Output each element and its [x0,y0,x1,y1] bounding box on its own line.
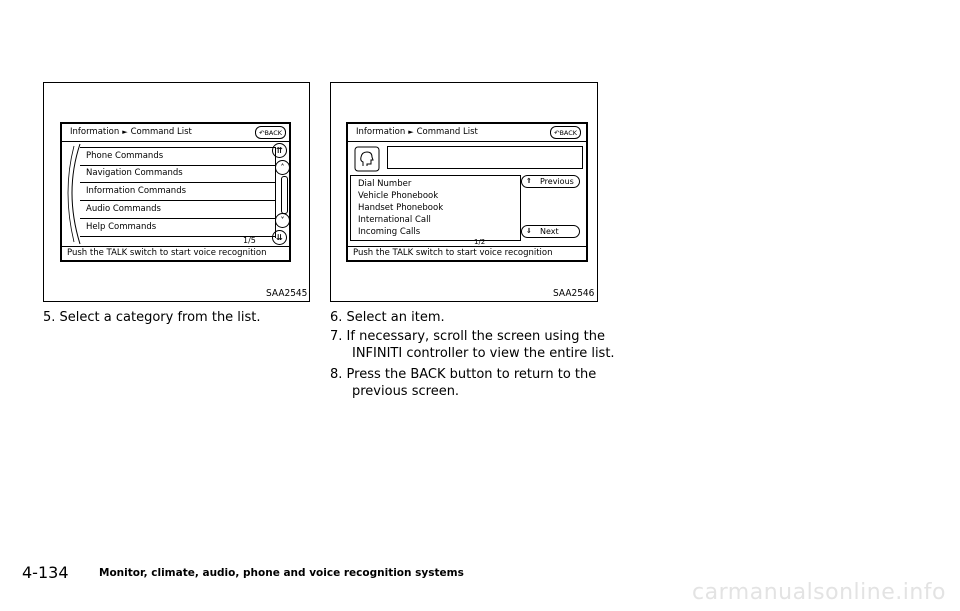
list-item[interactable]: Dial Number [358,179,412,189]
previous-label: Previous [540,177,574,186]
breadcrumb-root[interactable]: Information [70,127,120,137]
back-button[interactable] [550,126,581,139]
list-item[interactable]: Vehicle Phonebook [358,191,439,201]
voice-command-icon [354,146,380,172]
menu-item[interactable] [80,201,275,219]
breadcrumb [356,127,478,137]
breadcrumb-leaf: Command List [130,127,192,137]
list-item[interactable]: International Call [358,215,431,225]
watermark: carmanualsonline.info [692,580,946,605]
breadcrumb-separator-icon: ► [122,128,128,136]
back-button-label: BACK [559,129,578,137]
page-number: 4-134 [22,563,69,582]
next-label: Next [540,227,559,236]
menu-item[interactable] [80,165,275,183]
breadcrumb-root[interactable]: Information [356,127,406,137]
figure-code: SAA2545 [266,288,308,299]
menu-item-label: Information Commands [86,186,187,196]
screen-header [62,124,289,142]
scroll-to-bottom-icon[interactable]: ⇊ [272,230,287,245]
breadcrumb-separator-icon: ► [408,128,414,136]
step-8-text-line2: previous screen. [352,384,460,399]
next-icon: ⇓ [526,227,532,235]
step-8-text-line1: 8. Press the BACK button to return to the [330,367,597,382]
back-button[interactable] [255,126,286,139]
scrollbar[interactable] [281,176,288,214]
step-7-text-line1: 7. If necessary, scroll the screen using the [330,329,605,344]
section-title: Monitor, climate, audio, phone and voice recognition systems [99,567,464,579]
item-list-box [350,175,521,241]
scroll-to-top-icon[interactable]: ⇈ [272,143,287,158]
scroll-up-icon[interactable]: ˄ [275,160,290,175]
back-arrow-icon: ↶ [554,129,560,137]
back-arrow-icon: ↶ [259,129,265,137]
page-indicator: 1/5 [243,236,256,245]
screen-footer [62,246,289,260]
phone-command-screen [346,122,588,262]
display-field [387,146,583,169]
footer-instruction: Push the TALK switch to start voice recognition [353,248,553,258]
menu-item-label: Help Commands [86,222,157,232]
footer-instruction: Push the TALK switch to start voice recognition [67,248,267,258]
scroll-down-icon[interactable]: ˅ [275,213,290,228]
menu-item-label: Navigation Commands [86,168,183,178]
list-item[interactable]: Handset Phonebook [358,203,444,213]
step-7-text-line2: INFINITI controller to view the entire list. [352,346,615,361]
step-5-text: 5. Select a category from the list. [43,310,261,325]
menu-item-label: Phone Commands [86,151,164,161]
menu-item[interactable] [80,147,275,166]
menu-item[interactable] [80,219,275,237]
previous-icon: ⇑ [526,177,532,185]
breadcrumb-leaf: Command List [416,127,478,137]
command-list-screen [60,122,291,262]
page-indicator: 1/2 [474,238,486,246]
figure-saa2546 [330,82,598,302]
list-item[interactable]: Incoming Calls [358,227,421,237]
figure-code: SAA2546 [553,288,595,299]
step-6-text: 6. Select an item. [330,310,445,325]
menu-item-label: Audio Commands [86,204,161,214]
figure-saa2545 [43,82,310,302]
breadcrumb [70,127,192,137]
previous-button[interactable] [521,175,580,188]
back-button-label: BACK [264,129,283,137]
screen-footer [348,246,586,260]
menu-item[interactable] [80,183,275,201]
screen-header [348,124,586,142]
next-button[interactable] [521,225,580,238]
